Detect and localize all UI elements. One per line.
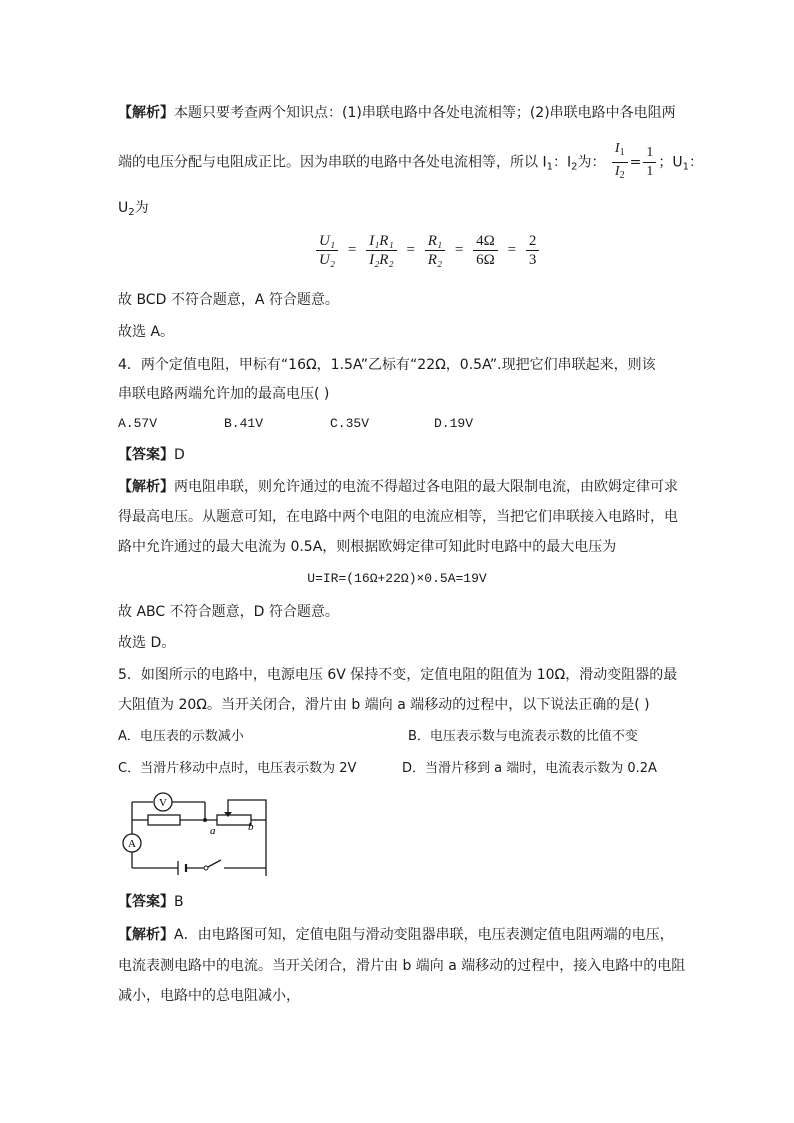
- q4-option-b: B.41V: [224, 416, 264, 431]
- voltage-ratio-equation: $\frac{\text{U₁}}{\text{U₂}}$ = $\frac{\text{I₁R₁}}{\text{I₂R₂}}$ = $\frac{\text{R₁}}{\text{R₂}}$ = $\frac{4\Omega}{6\Omega}$ = $\frac{2}{3}$: [314, 232, 541, 269]
- voltmeter-label: V: [159, 797, 167, 809]
- ammeter-label: A: [128, 838, 136, 850]
- q4-option-a: A.57V: [118, 416, 158, 431]
- label-b: b: [248, 821, 254, 833]
- analysis-line-2: 端的电压分配与电阻成正比。因为串联的电路中各处电流相等，所以 $I_1$：$I_2$为： $\frac{I_1}{I_2}$ = $\frac{1}{1}$ ；$U_1$：: [118, 140, 678, 180]
- q4-answer: 【答案】D: [118, 447, 185, 463]
- q5-option-c: C．当滑片移动中点时，电压表示数为 2V: [118, 761, 357, 776]
- q4-formula: U=IR=(16Ω+22Ω)×0.5A=19V: [307, 571, 487, 586]
- q4-conclusion: 故 ABC 不符合题意，D 符合题意。: [118, 604, 339, 620]
- analysis-tag: 【解析】: [118, 105, 174, 121]
- q5-analysis-line-3: 减小，电路中的总电阻减小，: [118, 988, 300, 1004]
- q5-stem-line-2: 大阻值为 20Ω。当开关闭合，滑片由 b 端向 a 端移动的过程中，以下说法正确的是( ): [118, 697, 650, 713]
- current-ratio-fraction: $\frac{I_1}{I_2}$: [612, 140, 628, 185]
- q5-option-a: A．电压表的示数减小: [118, 729, 244, 744]
- circuit-diagram: [120, 792, 280, 878]
- q4-analysis-line-2: 得最高电压。从题意可知，在电路中两个电阻的电流应相等，当把它们串联接入电路时，电: [118, 509, 678, 525]
- analysis-line-3: $U_2$为: [118, 200, 149, 218]
- q5-stem-line-1: 5．如图所示的电路中，电源电压 6V 保持不变，定值电阻的阻值为 10Ω，滑动变阻器的最: [118, 667, 678, 683]
- label-a: a: [210, 825, 216, 837]
- q5-option-b: B．电压表示数与电流表示数的比值不变: [408, 729, 638, 744]
- q4-analysis-line-1: 【解析】两电阻串联，则允许通过的电流不得超过各电阻的最大限制电流，由欧姆定律可求: [118, 479, 678, 495]
- q4-option-c: C.35V: [330, 416, 370, 431]
- q5-option-d: D．当滑片移到 a 端时，电流表示数为 0.2A: [402, 761, 657, 776]
- q4-analysis-line-3: 路中允许通过的最大电流为 0.5A，则根据欧姆定律可知此时电路中的最大电压为: [118, 539, 617, 555]
- analysis-conclusion: 故 BCD 不符合题意，A 符合题意。: [118, 292, 339, 308]
- q5-answer: 【答案】B: [118, 894, 184, 910]
- analysis-line-1: 【解析】本题只要考查两个知识点：(1)串联电路中各处电流相等；(2)串联电路中各电阻两: [118, 105, 676, 121]
- q4-stem-line-1: 4．两个定值电阻，甲标有“16Ω，1.5A”乙标有“22Ω，0.5A”.现把它们串联起来，则该: [118, 357, 656, 373]
- q4-option-d: D.19V: [434, 416, 474, 431]
- analysis-choice: 故选 A。: [118, 324, 175, 340]
- q5-analysis-line-2: 电流表测电路中的电流。当开关闭合，滑片由 b 端向 a 端移动的过程中，接入电路中的电阻: [118, 958, 686, 974]
- q4-stem-line-2: 串联电路两端允许加的最高电压( ): [118, 386, 330, 402]
- q5-analysis-line-1: 【解析】A．由电路图可知，定值电阻与滑动变阻器串联，电压表测定值电阻两端的电压，: [118, 927, 674, 943]
- q4-choice: 故选 D。: [118, 635, 176, 651]
- one-over-one-fraction: $\frac{1}{1}$: [643, 144, 656, 181]
